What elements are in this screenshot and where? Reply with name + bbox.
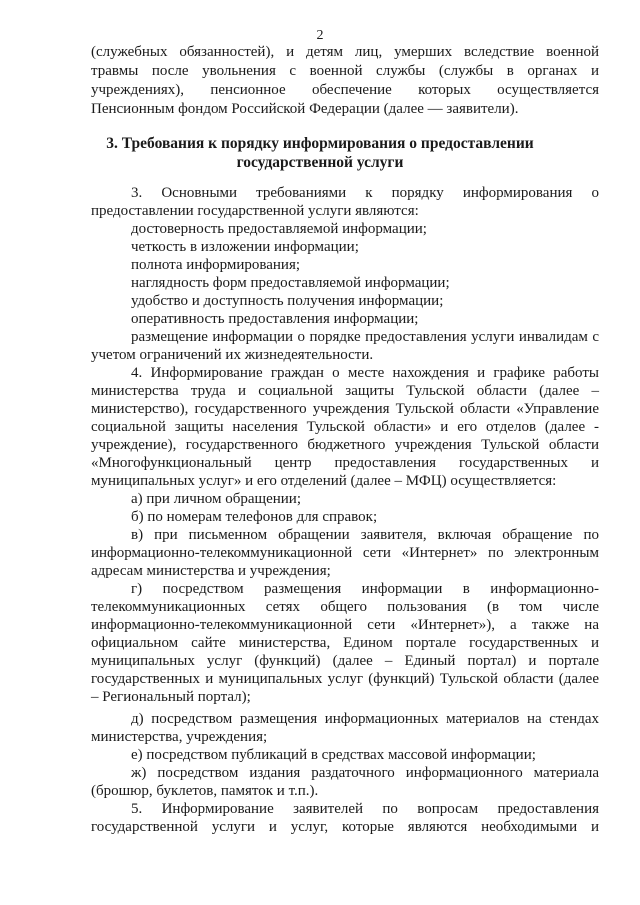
list-item-g-continuation: информационно-телекоммуникационной сети «Интернет»), а также на: [91, 617, 599, 633]
paragraph-4-line-1: 4. Информирование граждан о месте нахождения и графике работы: [131, 365, 599, 381]
requirement-item: наглядность форм предоставляемой информации;: [131, 275, 450, 291]
requirement-item: полнота информирования;: [131, 257, 301, 273]
requirement-item: оперативность предоставления информации;: [131, 311, 419, 327]
paragraph-5-line-1: 5. Информирование заявителей по вопросам предоставления: [131, 801, 599, 817]
list-item-g-continuation: – Региональный портал);: [91, 689, 251, 705]
list-item-d-continuation: министерства, учреждения;: [91, 729, 268, 745]
continuation-line-1: (служебных обязанностей), и детям лиц, умерших вследствие военной: [91, 44, 599, 60]
section-heading-line-2: государственной услуги: [236, 154, 404, 171]
paragraph-4-line: социальной защиты населения Тульской области» и его отделов (далее -: [91, 419, 599, 435]
requirement-item-continuation: учетом ограничений их жизнедеятельности.: [91, 347, 374, 363]
requirement-item: достоверность предоставляемой информации;: [131, 221, 427, 237]
list-item-g-continuation: официальном сайте министерства, Едином портале государственных и: [91, 635, 599, 651]
list-item-g-continuation: телекоммуникационных сетях общего пользования (в том числе: [91, 599, 599, 615]
list-item-v-continuation: информационно-телекоммуникационной сети «Интернет» по электронным: [91, 545, 599, 561]
list-item-d: д) посредством размещения информационных материалов на стендах: [131, 711, 599, 727]
list-item-g: г) посредством размещения информации в информационно-: [131, 581, 599, 597]
list-item-g-continuation: муниципальных услуг (функций) (далее – Единый портал) и портале: [91, 653, 599, 669]
paragraph-4-line: министерства труда и социальной защиты Тульской области (далее –: [91, 383, 599, 399]
list-item-zh: ж) посредством издания раздаточного информационного материала: [131, 765, 599, 781]
continuation-line-2: травмы после увольнения с военной службы (службы в органах и: [91, 63, 599, 79]
list-item-b: б) по номерам телефонов для справок;: [131, 509, 378, 525]
list-item-a: а) при личном обращении;: [131, 491, 301, 507]
paragraph-4-line: муниципальных услуг» и его отделений (далее – МФЦ) осуществляется:: [91, 473, 557, 489]
continuation-line-3: учреждениях), пенсионное обеспечение которых осуществляется: [91, 82, 599, 98]
list-item-zh-continuation: (брошюр, буклетов, памяток и т.п.).: [91, 783, 319, 799]
paragraph-4-line: «Многофункциональный центр предоставления государственных и: [91, 455, 599, 471]
section-heading-line-1: 3. Требования к порядку информирования о предоставлении: [106, 135, 534, 152]
paragraph-4-line: учреждение), государственного бюджетного учреждения Тульской области: [91, 437, 599, 453]
paragraph-4-line: министерство), государственного учреждения Тульской области «Управление: [91, 401, 599, 417]
paragraph-3-line-2: предоставлении государственной услуги являются:: [91, 203, 419, 219]
continuation-line-4: Пенсионным фондом Российской Федерации (далее — заявители).: [91, 101, 519, 117]
requirement-item: размещение информации о порядке предоставления услуги инвалидам с: [131, 329, 599, 345]
list-item-v-continuation: адресам министерства и учреждения;: [91, 563, 331, 579]
list-item-e: е) посредством публикаций в средствах массовой информации;: [131, 747, 536, 763]
requirement-item: удобство и доступность получения информации;: [131, 293, 444, 309]
paragraph-5-line-2: государственной услуги и услуг, которые являются необходимыми и: [91, 819, 599, 835]
list-item-g-continuation: государственных и муниципальных услуг (функций) Тульской области (далее: [91, 671, 599, 687]
paragraph-3-line-1: 3. Основными требованиями к порядку информирования о: [131, 185, 599, 201]
page-number: 2: [316, 28, 324, 43]
list-item-v: в) при письменном обращении заявителя, включая обращение по: [131, 527, 599, 543]
requirement-item: четкость в изложении информации;: [131, 239, 359, 255]
